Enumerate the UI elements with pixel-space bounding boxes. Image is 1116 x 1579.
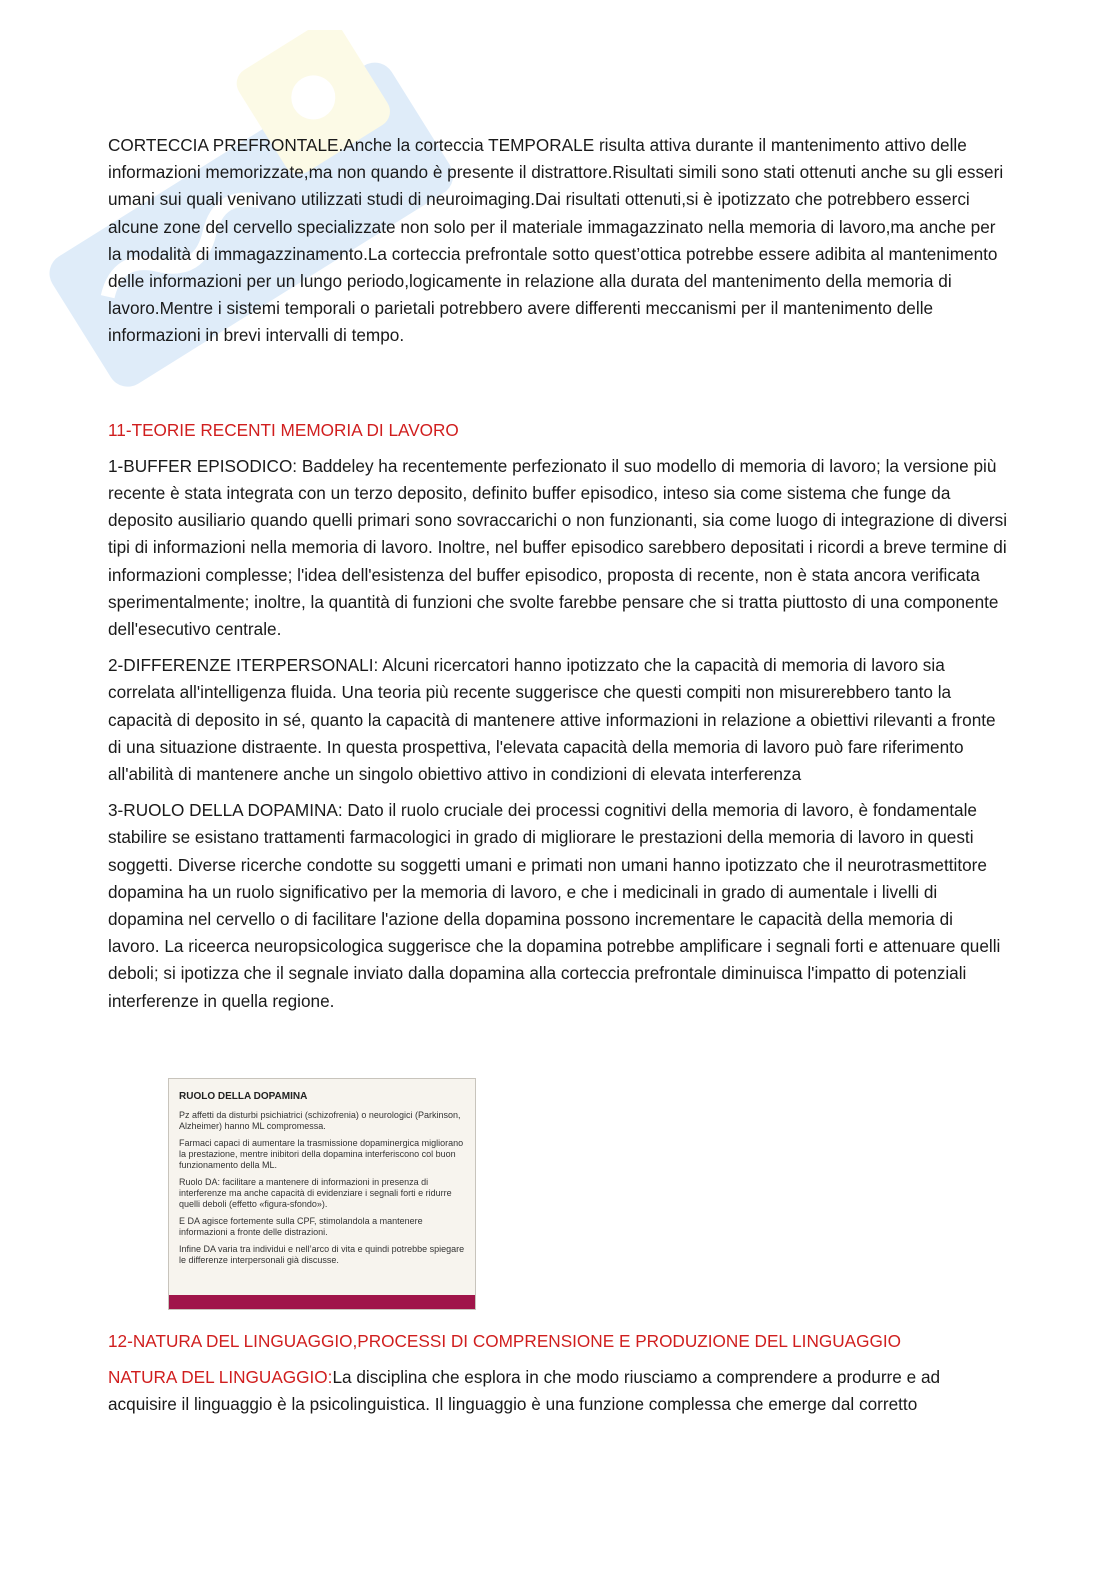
intro-paragraph: CORTECCIA PREFRONTALE.Anche la corteccia TEMPORALE risulta attiva durante il mantenimento attivo delle informazioni memorizzate,ma non quando è presente il distrattore.Risultati simili sono stati ottenuti anche su gli esseri umani sui quali venivano utilizzati studi di neuroimaging.Dai risultati ottenuti,si è ipotizzato che potrebbero esserci alcune zone del cervello specializzate non solo per il materiale immagazzinato nella memoria di lavoro,ma anche per la modalità di immagazzinamento.La corteccia prefrontale sotto quest’ottica potrebbe essere adibita al mantenimento delle informazioni per un lungo periodo,logicamente in relazione alla durata del mantenimento della memoria di lavoro.Mentre i sistemi temporali o parietali potrebbero avere differenti meccanismi per il mantenimento delle informazioni in brevi intervalli di tempo. [108, 135, 1004, 346]
paragraph-buffer-episodico: 1-BUFFER EPISODICO: Baddeley ha recentemente perfezionato il suo modello di memoria di lavoro; la versione più recente è stata integrata con un terzo deposito, definito buffer episodico, inteso sia come sistema che funge da deposito ausiliario quando quelli primari sono sovraccarichi o non funzionanti, sia come luogo di integrazione di diversi tipi di informazioni nella memoria di lavoro. Inoltre, nel buffer episodico sarebbero depositati i ricordi a breve termine di informazioni complesse; l'idea dell'esistenza del buffer episodico, proposta di recente, non è stata ancora verificata sperimentalmente; inoltre, la quantità di funzioni che svolte farebbe pensare che si tratta piuttosto di una componente dell'esecutivo centrale. [108, 455, 1008, 640]
natura-linguaggio-label: NATURA DEL LINGUAGGIO: [108, 1367, 333, 1388]
paragraph-ruolo-dopamina: 3-RUOLO DELLA DOPAMINA: Dato il ruolo cruciale dei processi cognitivi della memoria di lavoro, è fondamentale stabilire se esistano trattamenti farmacologici in grado di migliorare le prestazioni della memoria di lavoro in questi soggetti. Diverse ricerche condotte su soggetti umani e primati non umani hanno ipotizzato che il neurotrasmettitore dopamina ha un ruolo significativo per la memoria di lavoro, e che i medicinali in grado di aumentale i livelli di dopamina nel cervello o di facilitare l'azione della dopamina possono incrementare le capacità della memoria di lavoro. La riceerca neuropsicologica suggerisce che la dopamina potrebbe amplificare i segnali forti e attenuare quelli deboli; si ipotizza che il segnale inviato dalla dopamina alla corteccia prefrontale diminuisca l'impatto di potenziali interferenze in quella regione. [108, 800, 1001, 1011]
section-11-heading: 11-TEORIE RECENTI MEMORIA DI LAVORO [108, 419, 459, 440]
slide-item: Farmaci capaci di aumentare la trasmissione dopaminergica migliorano la prestazione, mentre inibitori della dopamina interferiscono col buon funzionamento della ML. [179, 1137, 464, 1170]
slide-footer-bar [169, 1295, 475, 1309]
slide-item: Infine DA varia tra individui e nell’arco di vita e quindi potrebbe spiegare le differenze interpersonali già discusse. [179, 1243, 465, 1265]
slide-item: E DA agisce fortemente sulla CPF, stimolandola a mantenere informazioni a fronte delle distrazioni. [179, 1215, 423, 1237]
slide-item: Pz affetti da disturbi psichiatrici (schizofrenia) o neurologici (Parkinson, Alzheimer) hanno ML compromessa. [179, 1109, 461, 1131]
dopamina-slide-image [168, 1078, 476, 1310]
slide-item: Ruolo DA: facilitare a mantenere di informazioni in presenza di interferenze ma anche capacità di evidenziare i segnali forti e ridurre quelli deboli (effetto «figura-sfondo»). [179, 1176, 452, 1209]
section-12-heading: 12-NATURA DEL LINGUAGGIO,PROCESSI DI COMPRENSIONE E PRODUZIONE DEL LINGUAGGIO [108, 1330, 901, 1351]
paragraph-natura-linguaggio [108, 1364, 1008, 1418]
document-page [108, 132, 1008, 1428]
natura-linguaggio-text: La disciplina che esplora in che modo riusciamo a comprendere a produrre e ad acquisire il linguaggio è la psicolinguistica. Il linguaggio è una funzione complessa che emerge dal corretto [108, 1367, 941, 1415]
slide-title: RUOLO DELLA DOPAMINA [179, 1090, 308, 1102]
paragraph-differenze-interpersonali: 2-DIFFERENZE ITERPERSONALI: Alcuni ricercatori hanno ipotizzato che la capacità di memoria di lavoro sia correlata all'intelligenza fluida. Una teoria più recente suggerisce che questi compiti non misurerebbero tanto la capacità di deposito in sé, quanto la capacità di mantenere attive informazioni in relazione a obiettivi rilevanti a fronte di una situazione distraente. In questa prospettiva, l'elevata capacità della memoria di lavoro può fare riferimento all'abilità di mantenere anche un singolo obiettivo attivo in condizioni di elevata interferenza [108, 655, 996, 785]
